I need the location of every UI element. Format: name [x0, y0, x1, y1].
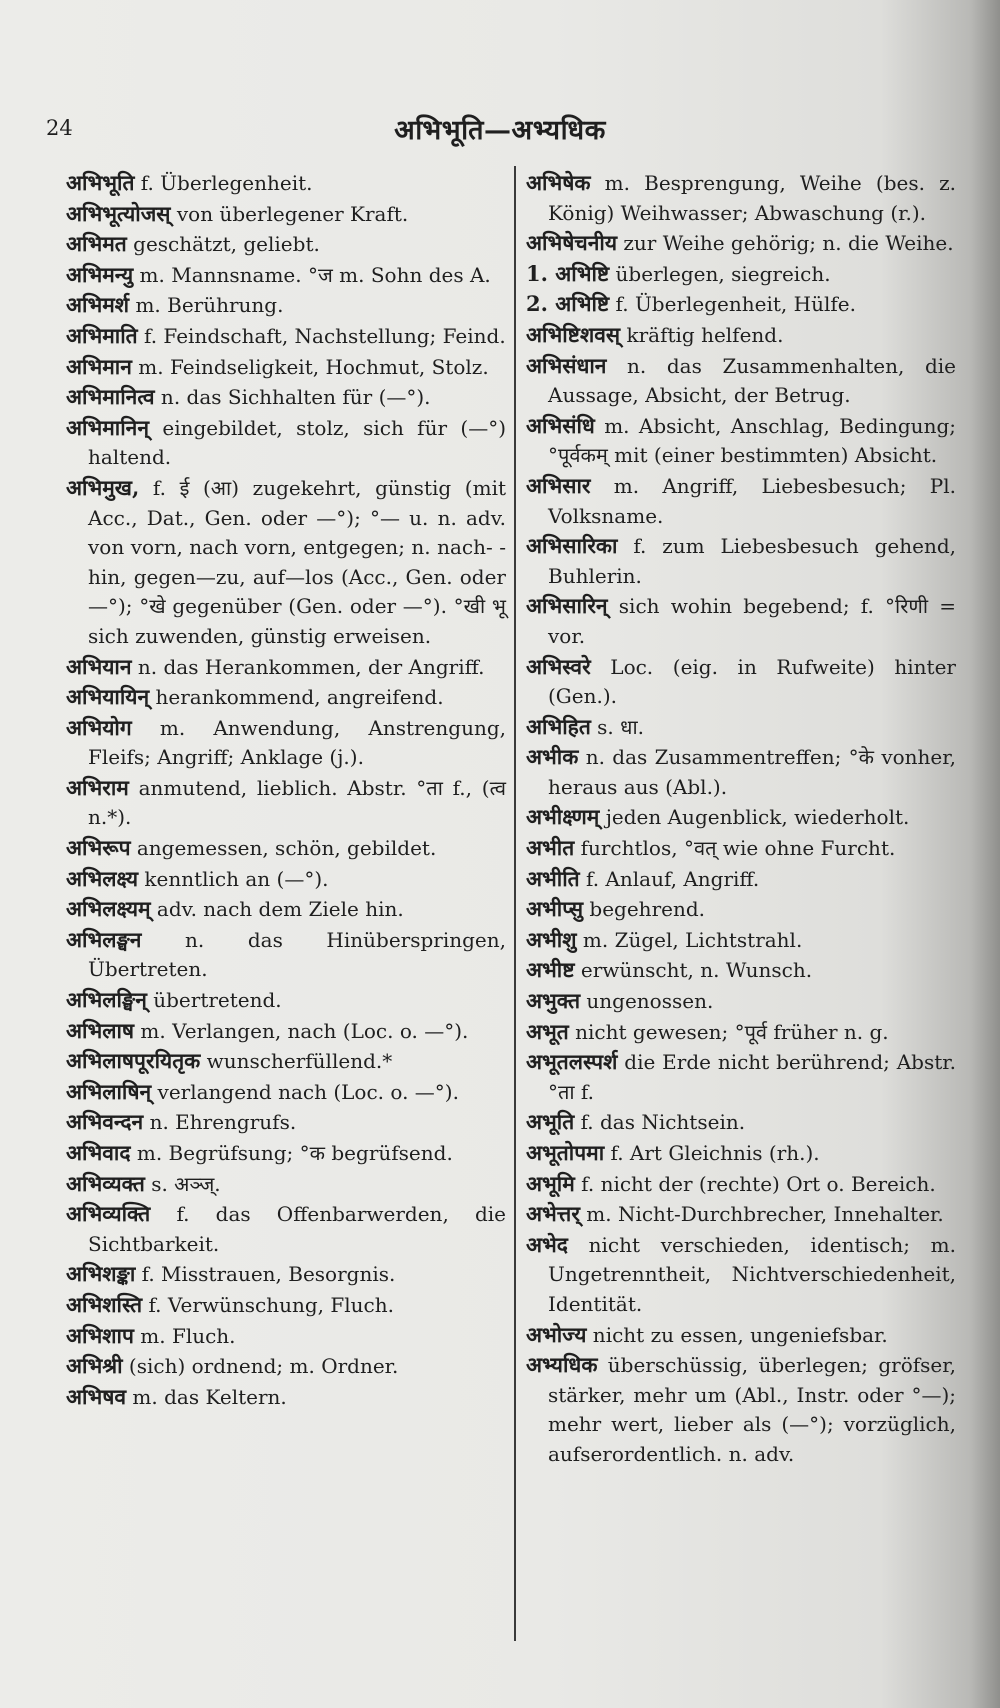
dictionary-entry: [66, 682, 506, 713]
entry-definition: sich wohin begebend; f. °रिणी = vor.: [548, 594, 956, 648]
dictionary-entry: [66, 925, 506, 985]
column-divider: [514, 166, 516, 1641]
right-column: [526, 168, 956, 1470]
entry-definition: adv. nach dem Ziele hin.: [150, 897, 404, 922]
dictionary-entry: [526, 986, 956, 1017]
entry-definition: übertretend.: [146, 988, 282, 1013]
dictionary-entry: [526, 1047, 956, 1107]
dictionary-entry: [526, 531, 956, 591]
entry-headword: अभिसारिका: [526, 533, 618, 559]
entry-headword: अभिलक्ष्य: [66, 865, 139, 891]
dictionary-entry: [66, 894, 506, 925]
entry-definition: m. Zügel, Lichtstrahl.: [576, 927, 803, 952]
entry-definition: m. Begrüfsung; °क begrüfsend.: [130, 1141, 453, 1165]
entry-headword: अभिमाति: [66, 322, 138, 348]
entry-headword: अभिलक्ष्यम्: [66, 896, 151, 922]
entry-headword: अभीशु: [526, 926, 577, 952]
entry-headword: अभिष्टिशवस्: [526, 321, 621, 347]
entry-headword: अभीक्ष्णम्: [526, 804, 600, 830]
entry-definition: n. das Zusammentreffen; °के vonher, heraus aus (Abl.).: [548, 745, 956, 799]
dictionary-entry: [66, 229, 506, 260]
dictionary-entry: [526, 320, 956, 351]
dictionary-entry: [526, 1350, 956, 1469]
dictionary-entry: [66, 413, 506, 473]
entry-definition: zur Weihe gehörig; n. die Weihe.: [617, 231, 954, 256]
dictionary-entry: [526, 411, 956, 471]
entry-headword: अभिसार: [526, 472, 591, 498]
dictionary-entry: [526, 742, 956, 802]
dictionary-entry: [526, 1320, 956, 1351]
entry-headword: अभिषव: [66, 1383, 127, 1409]
page-number: 24: [46, 116, 73, 140]
entry-headword: अभुक्त: [526, 988, 581, 1014]
dictionary-entry: [66, 382, 506, 413]
entry-headword: अभिस्वरे: [526, 653, 591, 679]
entry-headword: अभिमान: [66, 353, 132, 379]
entry-definition: f. Überlegenheit.: [134, 171, 313, 195]
dictionary-entry: [66, 321, 506, 352]
entry-definition: f. Misstrauen, Besorgnis.: [135, 1262, 396, 1287]
entry-headword: अभूतोपमा: [526, 1140, 605, 1165]
dictionary-entry: [66, 985, 506, 1016]
entry-definition: f. Feindschaft, Nachstellung; Feind.: [137, 323, 506, 348]
entry-definition: wunscherfüllend.*: [200, 1049, 393, 1074]
entry-headword: अभूमि: [526, 1170, 575, 1196]
dictionary-entry: [526, 652, 956, 712]
entry-definition: anmutend, lieblich. Abstr. °ता f., (त्व n.*).: [88, 775, 506, 830]
entry-definition: überschüssig, überlegen; gröfser, stärker, mehr um (Abl., Instr. oder °—); mehr wert, lieber als (—°); vorzüglich, aufserordentlich. n. adv.: [548, 1353, 956, 1466]
dictionary-entry: [66, 864, 506, 895]
dictionary-entry: [526, 591, 956, 651]
running-head: अभिभूति—अभ्यधिक: [394, 115, 606, 146]
entry-definition: m. Feindseligkeit, Hochmut, Stolz.: [131, 354, 489, 379]
entry-definition: n. das Zusammenhalten, die Aussage, Absicht, der Betrug.: [548, 353, 956, 408]
entry-definition: m. Fluch.: [133, 1323, 236, 1348]
entry-definition: f. Anlauf, Angriff.: [579, 866, 760, 891]
entry-definition: nicht gewesen; °पूर्व früher n. g.: [568, 1019, 889, 1044]
left-column: [66, 168, 506, 1412]
entry-headword: अभिलाषपूरयितृक: [66, 1048, 201, 1074]
dictionary-entry: [526, 1169, 956, 1200]
entry-definition: jeden Augenblick, wiederholt.: [599, 805, 910, 830]
entry-definition: s. धा.: [590, 714, 644, 739]
dictionary-entry: [526, 351, 956, 411]
entry-definition: überlegen, siegreich.: [609, 261, 831, 286]
entry-headword: अभिसंधान: [526, 352, 607, 378]
dictionary-entry: [66, 473, 506, 652]
entry-headword: 2. अभिष्टि: [526, 291, 610, 317]
entry-definition: m. das Keltern.: [126, 1384, 287, 1409]
entry-headword: अभोज्य: [526, 1321, 587, 1347]
entry-headword: अभिरूप: [66, 835, 131, 861]
entry-definition: Loc. (eig. in Rufweite) hinter (Gen.).: [548, 654, 956, 709]
entry-headword: अभियान: [66, 653, 132, 679]
dictionary-entry: [66, 1382, 506, 1413]
entry-headword: अभिमानिन्: [66, 414, 149, 440]
dictionary-entry: [526, 894, 956, 925]
entry-headword: अभिहित: [526, 713, 591, 739]
dictionary-entry: [66, 1351, 506, 1382]
dictionary-entry: [66, 1259, 506, 1290]
entry-definition: n. das Herankommen, der Angriff.: [131, 654, 485, 679]
dictionary-entry: [66, 1138, 506, 1169]
entry-definition: m. Verlangen, nach (Loc. o. —°).: [134, 1018, 469, 1043]
entry-headword: अभिसंधि: [526, 412, 595, 438]
dictionary-entry: [66, 1107, 506, 1138]
entry-definition: kenntlich an (—°).: [138, 866, 329, 891]
entry-headword: अभिशङ्का: [66, 1261, 136, 1287]
entry-definition: f. Verwünschung, Fluch.: [142, 1292, 394, 1317]
dictionary-entry: [66, 773, 506, 833]
entry-headword: अभिमुख,: [66, 474, 140, 500]
dictionary-entry: [526, 259, 956, 290]
dictionary-entry: [526, 955, 956, 986]
entry-definition: geschätzt, geliebt.: [126, 232, 320, 257]
entry-definition: herankommend, angreifend.: [149, 685, 444, 710]
dictionary-entry: [66, 713, 506, 773]
dictionary-entry: [526, 1017, 956, 1048]
entry-headword: अभिशस्ति: [66, 1291, 143, 1317]
entry-definition: m. Anwendung, Anstrengung, Fleifs; Angriff; Anklage (j.).: [88, 715, 506, 770]
dictionary-entry: [526, 1107, 956, 1138]
entry-definition: m. Nicht-Durchbrecher, Innehalter.: [579, 1202, 944, 1227]
dictionary-entry: [66, 1321, 506, 1352]
dictionary-entry: [66, 1169, 506, 1200]
entry-definition: erwünscht, n. Wunsch.: [574, 958, 813, 983]
entry-definition: die Erde nicht berührend; Abstr. °ता f.: [548, 1050, 956, 1104]
dictionary-entry: [526, 168, 956, 228]
entry-definition: ungenossen.: [580, 989, 714, 1014]
entry-definition: eingebildet, stolz, sich für (—°) haltend.: [88, 415, 506, 470]
entry-definition: kräftig helfend.: [620, 322, 784, 347]
entry-definition: angemessen, schön, gebildet.: [130, 836, 437, 861]
dictionary-entry: [66, 833, 506, 864]
entry-headword: अभिव्यक्ति: [66, 1201, 151, 1227]
dictionary-entry: [66, 1199, 506, 1259]
dictionary-entry: [526, 228, 956, 259]
dictionary-entry: [66, 1016, 506, 1047]
entry-definition: f. das Offenbarwerden, die Sichtbarkeit.: [88, 1202, 506, 1256]
entry-headword: अभिमानित्व: [66, 384, 155, 410]
entry-headword: अभीप्सु: [526, 896, 584, 922]
entry-definition: verlangend nach (Loc. o. —°).: [151, 1079, 459, 1104]
dictionary-entry: [66, 260, 506, 291]
dictionary-entry: [526, 712, 956, 743]
entry-headword: अभिव्यक्त: [66, 1170, 145, 1196]
entry-headword: अभिषेचनीय: [526, 230, 617, 256]
dictionary-entry: [526, 289, 956, 320]
entry-headword: अभिभूति: [66, 170, 135, 195]
entry-headword: अभीष्ट: [526, 957, 575, 983]
entry-headword: अभिभूत्योजस्: [66, 200, 171, 226]
entry-headword: अभिमत: [66, 231, 127, 257]
entry-headword: 1. अभिष्टि: [526, 260, 610, 286]
entry-headword: अभीति: [526, 865, 580, 891]
entry-headword: अभिलाषिन्: [66, 1078, 152, 1104]
entry-headword: अभियायिन्: [66, 684, 150, 710]
entry-headword: अभिषेक: [526, 170, 591, 195]
entry-headword: अभूतलस्पर्श: [526, 1049, 618, 1075]
entry-headword: अभिवाद: [66, 1140, 131, 1165]
dictionary-entry: [66, 1290, 506, 1321]
entry-definition: von überlegener Kraft.: [170, 201, 409, 226]
dictionary-entry: [66, 199, 506, 230]
entry-headword: अभेद: [526, 1231, 568, 1257]
dictionary-entry: [66, 168, 506, 199]
entry-definition: f. zum Liebesbesuch gehend, Buhlerin.: [548, 534, 956, 588]
dictionary-entry: [526, 1138, 956, 1169]
entry-headword: अभिलङ्घन: [66, 926, 142, 952]
entry-definition: n. das Hinüberspringen, Übertreten.: [88, 927, 506, 982]
dictionary-entry: [66, 1046, 506, 1077]
entry-definition: nicht zu essen, ungeniefsbar.: [586, 1322, 888, 1347]
entry-headword: अभूत: [526, 1018, 569, 1044]
entry-headword: अभिलाष: [66, 1017, 135, 1043]
entry-headword: अभिमर्श: [66, 292, 130, 318]
dictionary-entry: [526, 1230, 956, 1320]
entry-headword: अभियोग: [66, 714, 132, 740]
entry-headword: अभिमन्यु: [66, 261, 134, 287]
entry-headword: अभिशाप: [66, 1322, 134, 1348]
entry-headword: अभेत्तर्: [526, 1201, 580, 1227]
entry-headword: अभीक: [526, 744, 579, 770]
entry-headword: अभीत: [526, 835, 575, 861]
entry-definition: f. das Nichtsein.: [574, 1110, 746, 1135]
entry-definition: s. अञ्ज्.: [144, 1171, 221, 1196]
entry-definition: f. Überlegenheit, Hülfe.: [609, 292, 856, 317]
dictionary-entry: [526, 471, 956, 531]
entry-definition: nicht verschieden, identisch; m. Ungetrenntheit, Nichtverschiedenheit, Identität.: [548, 1232, 956, 1316]
entry-definition: n. Ehrengrufs.: [143, 1110, 297, 1135]
dictionary-entry: [526, 1199, 956, 1230]
dictionary-entry: [526, 833, 956, 864]
entry-headword: अभूति: [526, 1109, 575, 1135]
entry-definition: m. Angriff, Liebesbesuch; Pl. Volksname.: [548, 473, 956, 528]
entry-definition: m. Mannsname. °ज m. Sohn des A.: [133, 262, 491, 287]
dictionary-entry: [66, 290, 506, 321]
dictionary-entry: [66, 352, 506, 383]
dictionary-entry: [66, 1077, 506, 1108]
entry-definition: furchtlos, °वत् wie ohne Furcht.: [574, 836, 896, 861]
dictionary-entry: [526, 802, 956, 833]
entry-definition: n. das Sichhalten für (—°).: [154, 385, 431, 410]
entry-definition: f. ई (आ) zugekehrt, günstig (mit Acc., Dat., Gen. oder —°); °— u. n. adv. von vorn, nach vorn, entgegen; n. nach- -hin, gegen—zu, auf—los (Acc., Gen. oder —°); °खे gegenüber (Gen. oder —°). °खी भू sich zuwenden, günstig erweisen.: [88, 475, 506, 648]
dictionary-entry: [66, 652, 506, 683]
entry-headword: अभिराम: [66, 774, 129, 800]
entry-definition: f. Art Gleichnis (rh.).: [604, 1141, 820, 1165]
entry-headword: अभ्यधिक: [526, 1352, 598, 1378]
entry-headword: अभिलङ्घिन्: [66, 987, 147, 1013]
entry-definition: (sich) ordnend; m. Ordner.: [122, 1354, 399, 1379]
entry-headword: अभिश्री: [66, 1353, 123, 1379]
entry-headword: अभिसारिन्: [526, 593, 608, 619]
entry-headword: अभिवन्दन: [66, 1109, 144, 1135]
dictionary-entry: [526, 925, 956, 956]
entry-definition: m. Berührung.: [129, 293, 284, 318]
entry-definition: begehrend.: [583, 897, 705, 922]
entry-definition: f. nicht der (rechte) Ort o. Bereich.: [574, 1171, 936, 1196]
entry-definition: m. Besprengung, Weihe (bes. z. König) Weihwasser; Abwaschung (r.).: [548, 171, 956, 225]
entry-definition: m. Absicht, Anschlag, Bedingung; °पूर्वकम् mit (einer bestimmten) Absicht.: [548, 413, 956, 468]
dictionary-entry: [526, 864, 956, 895]
